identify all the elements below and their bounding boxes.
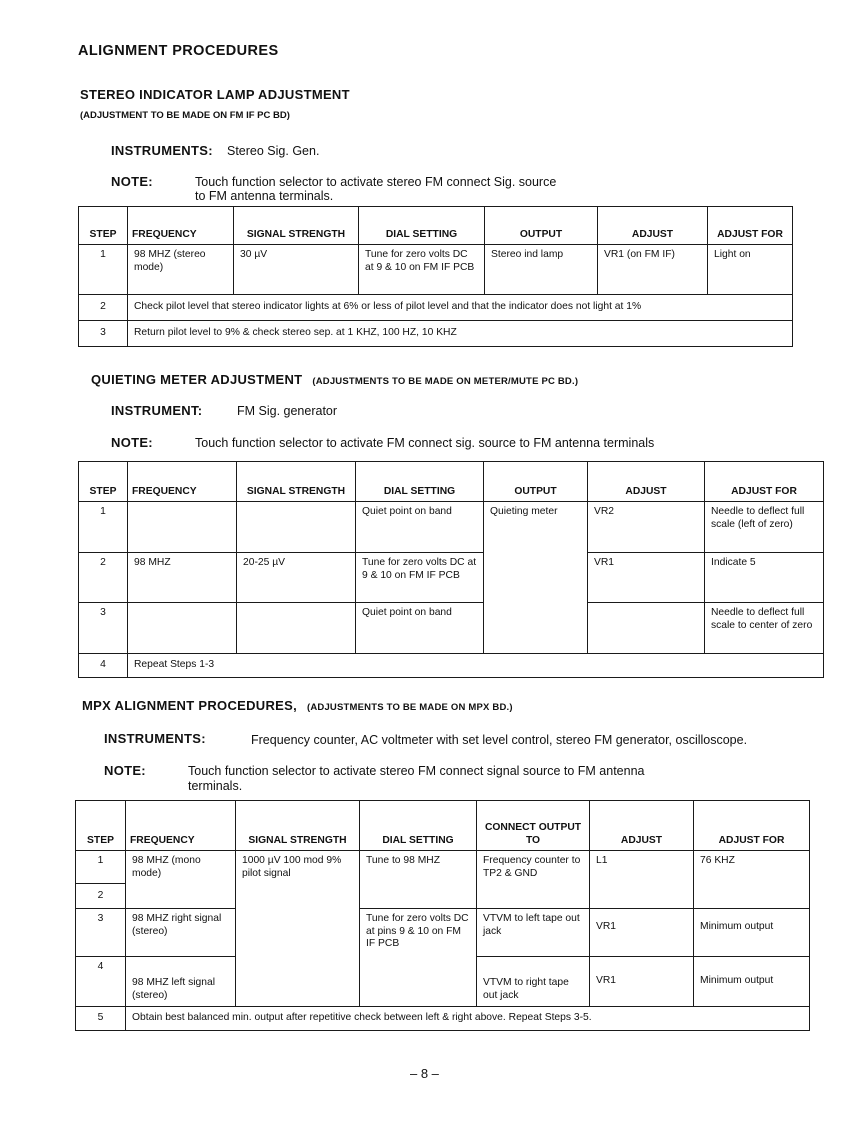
table-header-row — [79, 207, 793, 245]
signal-cell: 30 µV — [234, 245, 359, 295]
mpx-note-label: NOTE: — [104, 763, 146, 778]
table-header-row — [79, 462, 824, 502]
col-adjust-for: ADJUST FOR — [705, 462, 824, 502]
frequency-cell — [128, 502, 237, 553]
quieting-heading-note: (ADJUSTMENTS TO BE MADE ON METER/MUTE PC BD.) — [312, 376, 579, 387]
dial-cell: Tune for zero volts DC at 9 & 10 on FM IF PCB — [356, 553, 484, 603]
mpx-note-line1: Touch function selector to activate stereo FM connect signal source to FM antenna — [188, 764, 645, 778]
stereo-table — [78, 206, 793, 347]
output-cell: VTVM to left tape out jack — [477, 909, 590, 957]
mpx-heading — [82, 698, 513, 713]
stereo-note-label: NOTE: — [111, 174, 153, 189]
frequency-cell: 98 MHZ (mono mode) — [126, 851, 236, 909]
col-adjust-for: ADJUST FOR — [708, 207, 793, 245]
col-adjust: ADJUST — [588, 462, 705, 502]
quieting-heading — [91, 372, 578, 387]
signal-cell — [237, 603, 356, 654]
output-cell: VTVM to right tape out jack — [477, 957, 590, 1007]
adjust-cell: L1 — [590, 851, 694, 909]
frequency-cell — [128, 603, 237, 654]
frequency-cell: 98 MHZ — [128, 553, 237, 603]
adjust-cell — [588, 603, 705, 654]
table-row — [79, 321, 793, 347]
instruction-cell: Check pilot level that stereo indicator lights at 6% or less of pilot level and that the indicator does not light at 1% — [128, 295, 793, 321]
stereo-note-line2: to FM antenna terminals. — [195, 189, 334, 203]
adjust-for-cell: Indicate 5 — [705, 553, 824, 603]
mpx-heading-text: MPX ALIGNMENT PROCEDURES, — [82, 698, 298, 713]
col-adjust: ADJUST — [598, 207, 708, 245]
mpx-table — [75, 800, 810, 1031]
frequency-cell: 98 MHZ left signal (stereo) — [126, 957, 236, 1007]
page-number: – 8 – — [410, 1066, 439, 1081]
step-cell: 5 — [76, 1007, 126, 1031]
mpx-heading-note: (ADJUSTMENTS TO BE MADE ON MPX BD.) — [306, 702, 513, 713]
col-output: OUTPUT — [484, 462, 588, 502]
col-adjust-for: ADJUST FOR — [694, 801, 810, 851]
quieting-instrument-label: INSTRUMENT: — [111, 403, 203, 418]
quieting-note-label: NOTE: — [111, 435, 153, 450]
step-cell: 2 — [79, 295, 128, 321]
dial-cell: Tune to 98 MHZ — [360, 851, 477, 909]
adjust-cell: VR2 — [588, 502, 705, 553]
signal-cell — [237, 502, 356, 553]
col-step: STEP — [79, 462, 128, 502]
instruction-cell: Repeat Steps 1-3 — [128, 654, 824, 678]
output-cell: Stereo ind lamp — [485, 245, 598, 295]
col-signal-strength: SIGNAL STRENGTH — [236, 801, 360, 851]
stereo-subheading: (ADJUSTMENT TO BE MADE ON FM IF PC BD) — [80, 110, 290, 121]
adjust-for-cell: 76 KHZ — [694, 851, 810, 909]
col-signal-strength: SIGNAL STRENGTH — [234, 207, 359, 245]
output-cell: Quieting meter — [484, 502, 588, 654]
dial-cell: Quiet point on band — [356, 603, 484, 654]
col-adjust: ADJUST — [590, 801, 694, 851]
step-cell: 2 — [79, 553, 128, 603]
table-row — [79, 553, 824, 603]
col-frequency: FREQUENCY — [128, 462, 237, 502]
dial-cell: Quiet point on band — [356, 502, 484, 553]
stereo-heading: STEREO INDICATOR LAMP ADJUSTMENT — [80, 87, 350, 102]
signal-cell: 1000 µV 100 mod 9% pilot signal — [236, 851, 360, 1007]
output-cell: Frequency counter to TP2 & GND — [477, 851, 590, 909]
signal-cell: 20-25 µV — [237, 553, 356, 603]
table-row — [76, 851, 810, 884]
adjust-for-cell: Light on — [708, 245, 793, 295]
step-cell: 1 — [79, 502, 128, 553]
frequency-cell: 98 MHZ (stereo mode) — [128, 245, 234, 295]
table-row — [79, 603, 824, 654]
table-row — [79, 245, 793, 295]
quieting-table — [78, 461, 824, 678]
table-row — [79, 295, 793, 321]
stereo-instruments-label: INSTRUMENTS: — [111, 143, 213, 158]
col-signal-strength: SIGNAL STRENGTH — [237, 462, 356, 502]
dial-cell: Tune for zero volts DC at pins 9 & 10 on FM IF PCB — [360, 909, 477, 1007]
col-step: STEP — [76, 801, 126, 851]
step-cell: 3 — [76, 909, 126, 957]
col-dial-setting: DIAL SETTING — [360, 801, 477, 851]
adjust-for-cell: Minimum output — [694, 957, 810, 1007]
table-row — [79, 654, 824, 678]
adjust-for-cell: Needle to deflect full scale to center of zero — [705, 603, 824, 654]
quieting-instrument-value: FM Sig. generator — [237, 404, 338, 418]
col-frequency: FREQUENCY — [126, 801, 236, 851]
adjust-cell: VR1 (on FM IF) — [598, 245, 708, 295]
step-cell: 1 — [76, 851, 126, 884]
col-dial-setting: DIAL SETTING — [359, 207, 485, 245]
table-row — [79, 502, 824, 553]
quieting-note-text: Touch function selector to activate FM connect sig. source to FM antenna terminals — [195, 436, 655, 450]
instruction-cell: Return pilot level to 9% & check stereo sep. at 1 KHZ, 100 HZ, 10 KHZ — [128, 321, 793, 347]
step-cell: 4 — [79, 654, 128, 678]
step-cell: 2 — [76, 884, 126, 909]
stereo-note-line1: Touch function selector to activate stereo FM connect Sig. source — [195, 175, 557, 189]
mpx-instruments-label: INSTRUMENTS: — [104, 731, 206, 746]
dial-cell: Tune for zero volts DC at 9 & 10 on FM IF PCB — [359, 245, 485, 295]
adjust-for-cell: Minimum output — [694, 909, 810, 957]
adjust-cell: VR1 — [590, 909, 694, 957]
step-cell: 1 — [79, 245, 128, 295]
col-dial-setting: DIAL SETTING — [356, 462, 484, 502]
table-row — [76, 1007, 810, 1031]
quieting-heading-text: QUIETING METER ADJUSTMENT — [91, 372, 303, 387]
table-header-row — [76, 801, 810, 851]
col-step: STEP — [79, 207, 128, 245]
table-row — [76, 909, 810, 957]
mpx-instruments-value: Frequency counter, AC voltmeter with set level control, stereo FM generator, oscilloscope. — [251, 733, 748, 747]
instruction-cell: Obtain best balanced min. output after repetitive check between left & right above. Repeat Steps 3-5. — [126, 1007, 810, 1031]
col-connect-output: CONNECT OUTPUT TO — [477, 801, 590, 851]
adjust-cell: VR1 — [588, 553, 705, 603]
col-output: OUTPUT — [485, 207, 598, 245]
adjust-cell: VR1 — [590, 957, 694, 1007]
adjust-for-cell: Needle to deflect full scale (left of zero) — [705, 502, 824, 553]
page-title: ALIGNMENT PROCEDURES — [78, 43, 279, 59]
step-cell: 4 — [76, 957, 126, 1007]
step-cell: 3 — [79, 603, 128, 654]
col-frequency: FREQUENCY — [128, 207, 234, 245]
stereo-instruments-value: Stereo Sig. Gen. — [227, 144, 320, 158]
mpx-note-line2: terminals. — [188, 779, 243, 793]
frequency-cell: 98 MHZ right signal (stereo) — [126, 909, 236, 957]
step-cell: 3 — [79, 321, 128, 347]
